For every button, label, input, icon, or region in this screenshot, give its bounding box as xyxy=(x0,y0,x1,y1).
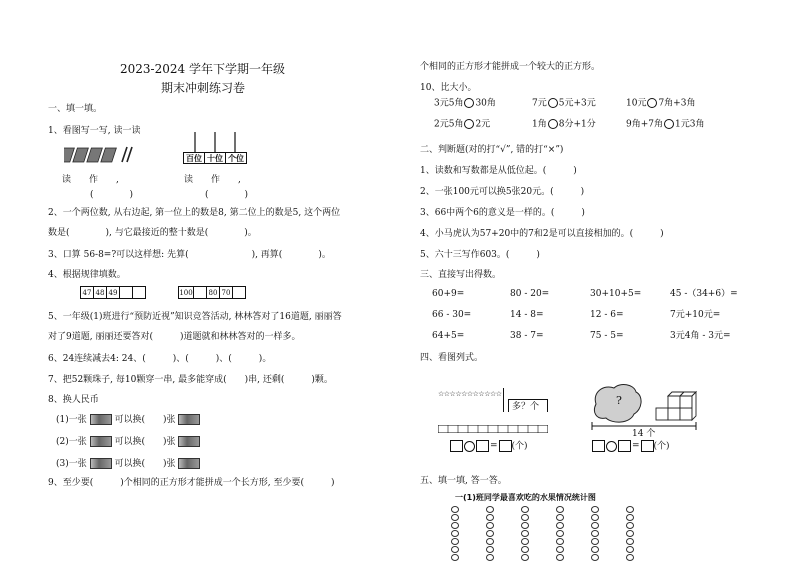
compare-circle[interactable] xyxy=(464,119,474,129)
pictograph-circle[interactable] xyxy=(451,522,459,529)
section-3-heading: 三、直接写出得数。 xyxy=(420,270,502,280)
question-3: 3、口算 56-8=?可以这样想: 先算( ), 再算( )。 xyxy=(48,250,331,260)
calc-item: 38 - 7= xyxy=(510,331,544,341)
exchange-prefix: (2)一张 xyxy=(56,437,87,447)
question-2-line-2: 数是( ), 与它最接近的整十数是( )。 xyxy=(48,228,257,238)
exchange-row-1 xyxy=(56,414,200,426)
calc-item: 7元+10元= xyxy=(670,310,721,320)
equation-template-2: = (个) xyxy=(592,440,670,453)
calc-item: 75 - 5= xyxy=(590,331,624,341)
pictograph-circle[interactable] xyxy=(486,538,494,545)
pictograph-circle[interactable] xyxy=(521,554,529,561)
compare-item xyxy=(532,119,596,131)
compare-right: 7角+3角 xyxy=(658,98,696,109)
pictograph-circle[interactable] xyxy=(591,554,599,561)
bag-and-cubes-image xyxy=(590,382,700,434)
pictograph-circle[interactable] xyxy=(521,538,529,545)
bag-question-mark: ? xyxy=(616,394,622,407)
compare-item xyxy=(532,98,596,110)
compare-right: 2元 xyxy=(475,119,491,130)
pictograph-circle[interactable] xyxy=(591,530,599,537)
stars-base xyxy=(438,418,548,426)
abacus-labels xyxy=(183,152,247,164)
counting-sticks-image xyxy=(64,143,136,169)
exchange-prefix: (3)一张 xyxy=(56,459,87,469)
compare-circle[interactable] xyxy=(664,119,674,129)
answer-blank-1[interactable]: ( ) xyxy=(90,190,134,200)
equation-box[interactable] xyxy=(618,440,631,452)
question-6: 6、24连续减去4: 24、( )、( )、( )。 xyxy=(48,354,272,364)
judge-4: 4、小马虎认为57+20中的7和2是可以直接相加的。( ) xyxy=(420,229,664,239)
sequence-cell: 49 xyxy=(106,286,120,299)
operator-circle[interactable] xyxy=(606,441,617,452)
pictograph-circle[interactable] xyxy=(556,522,564,529)
hundreds-label: 百位 xyxy=(184,153,205,163)
unit-label: (个) xyxy=(653,441,670,452)
pictograph-circle[interactable] xyxy=(486,530,494,537)
pictograph-circle[interactable] xyxy=(626,530,634,537)
pictograph-circle[interactable] xyxy=(451,514,459,521)
pictograph-circle[interactable] xyxy=(451,506,459,513)
compare-right: 1元3角 xyxy=(675,119,705,130)
pictograph-circle[interactable] xyxy=(521,522,529,529)
pictograph-circle[interactable] xyxy=(486,522,494,529)
banknote-image xyxy=(178,458,200,469)
pictograph-circle[interactable] xyxy=(521,530,529,537)
equation-box[interactable] xyxy=(592,440,605,452)
exchange-prefix: (1)一张 xyxy=(56,415,87,425)
stars-row: ☆☆☆☆☆☆☆☆☆☆☆ xyxy=(438,390,502,398)
calc-item: 45 -（34+6）= xyxy=(670,289,738,299)
compare-left: 7元 xyxy=(532,98,547,109)
divider-line xyxy=(503,388,504,412)
section-5-heading: 五、填一填, 答一答。 xyxy=(420,476,507,486)
compare-left: 10元 xyxy=(626,98,647,109)
exchange-text: 可以换( )张 xyxy=(114,415,176,425)
pictograph-circle[interactable] xyxy=(626,514,634,521)
pictograph-circle[interactable] xyxy=(521,546,529,553)
pictograph-circle[interactable] xyxy=(556,554,564,561)
exchange-row-2 xyxy=(56,436,200,448)
compare-circle[interactable] xyxy=(647,98,657,108)
pictograph-circle[interactable] xyxy=(591,514,599,521)
banknote-image xyxy=(90,436,112,447)
page-title: 2023-2024 学年下学期一年级 xyxy=(120,62,285,76)
unit-label: (个) xyxy=(511,441,528,452)
page-subtitle: 期末冲刺练习卷 xyxy=(161,81,246,95)
question-7: 7、把52颗珠子, 每10颗穿一串, 最多能穿成( )串, 还剩( )颗。 xyxy=(48,375,333,385)
equation-box[interactable] xyxy=(641,440,654,452)
tens-label: 十位 xyxy=(205,153,226,163)
sequence-cell: 100 xyxy=(178,286,194,299)
sequence-cell[interactable] xyxy=(119,286,133,299)
equation-box[interactable] xyxy=(476,440,489,452)
judge-1: 1、读数和写数都是从低位起。( ) xyxy=(420,166,577,176)
compare-left: 9角+7角 xyxy=(626,119,663,130)
sequence-cell: 70 xyxy=(219,286,233,299)
pictograph-circle[interactable] xyxy=(626,538,634,545)
compare-left: 2元5角 xyxy=(434,119,464,130)
calc-item: 64+5= xyxy=(432,331,465,341)
chart-title: 一(1)班同学最喜欢吃的水果情况统计图 xyxy=(455,493,596,502)
pictograph-circle[interactable] xyxy=(626,554,634,561)
judge-3: 3、66中两个6的意义是一样的。( ) xyxy=(420,208,585,218)
calc-item: 66 - 30= xyxy=(432,310,472,320)
question-4: 4、根据规律填数。 xyxy=(48,270,126,280)
equation-template-1: = (个) xyxy=(450,440,528,453)
question-10: 10、比大小。 xyxy=(420,83,477,93)
equation-box[interactable] xyxy=(450,440,463,452)
calc-item: 60+9= xyxy=(432,289,465,299)
compare-circle[interactable] xyxy=(548,119,558,129)
pictograph-circle[interactable] xyxy=(591,506,599,513)
sequence-cell: 47 xyxy=(80,286,94,299)
banknote-image xyxy=(90,458,112,469)
compare-item xyxy=(626,98,695,110)
exchange-row-3 xyxy=(56,458,200,470)
question-2-line-1: 2、一个两位数, 从右边起, 第一位上的数是8, 第二位上的数是5, 这个两位 xyxy=(48,208,341,218)
read-write-2: 读 作 , xyxy=(184,175,241,185)
pictograph-circle[interactable] xyxy=(486,554,494,561)
pictograph-circle[interactable] xyxy=(451,538,459,545)
pictograph-circle[interactable] xyxy=(591,546,599,553)
sequence-cell[interactable] xyxy=(132,286,146,299)
calc-item: 80 - 20= xyxy=(510,289,550,299)
compare-right: 30角 xyxy=(475,98,496,109)
calc-item: 3元4角 - 3元= xyxy=(670,331,731,341)
compare-right: 8分+1分 xyxy=(558,119,596,130)
question-1: 1、看图写一写, 读一读 xyxy=(48,126,141,136)
operator-circle[interactable] xyxy=(464,441,475,452)
sequence-cell: 48 xyxy=(93,286,107,299)
compare-item xyxy=(626,119,704,131)
sequence-cell[interactable] xyxy=(193,286,207,299)
pictograph-circle[interactable] xyxy=(486,506,494,513)
pictograph-circle[interactable] xyxy=(451,546,459,553)
pictograph-circle[interactable] xyxy=(556,538,564,545)
pictograph-circle[interactable] xyxy=(556,506,564,513)
banknote-image xyxy=(178,414,200,425)
read-write-1: 读 作 , xyxy=(62,175,119,185)
pictograph-circle[interactable] xyxy=(451,554,459,561)
banknote-image xyxy=(178,436,200,447)
number-sequence-1 xyxy=(80,286,145,305)
pictograph-circle[interactable] xyxy=(486,546,494,553)
pictograph-circle[interactable] xyxy=(626,546,634,553)
calc-item: 14 - 8= xyxy=(510,310,544,320)
pictograph-circle[interactable] xyxy=(451,530,459,537)
pictograph-circle[interactable] xyxy=(556,514,564,521)
pictograph-circle[interactable] xyxy=(556,546,564,553)
pictograph-circle[interactable] xyxy=(626,506,634,513)
total-label: 14 个 xyxy=(632,429,656,439)
number-sequence-2 xyxy=(178,286,245,305)
compare-circle[interactable] xyxy=(464,98,474,108)
judge-2: 2、一张100元可以换5张20元。( ) xyxy=(420,187,585,197)
compare-circle[interactable] xyxy=(548,98,558,108)
question-8: 8、换人民币 xyxy=(48,395,99,405)
stars-question: 多？个 xyxy=(512,402,540,412)
equation-box[interactable] xyxy=(499,440,512,452)
pictograph-circle[interactable] xyxy=(486,514,494,521)
exchange-text: 可以换( )张 xyxy=(114,459,176,469)
sequence-cell[interactable] xyxy=(232,286,246,299)
answer-blank-2[interactable]: ( ) xyxy=(205,190,249,200)
section-1-heading: 一、填一填。 xyxy=(48,104,103,114)
section-2-heading: 二、判断题(对的打“√”, 错的打“×”) xyxy=(420,145,564,155)
calc-item: 12 - 6= xyxy=(590,310,624,320)
banknote-image xyxy=(90,414,112,425)
pictograph-circle[interactable] xyxy=(556,530,564,537)
sequence-cell: 80 xyxy=(206,286,220,299)
compare-item xyxy=(434,98,496,110)
calc-item: 30+10+5= xyxy=(590,289,642,299)
exchange-text: 可以换( )张 xyxy=(114,437,176,447)
ones-label: 个位 xyxy=(228,153,244,163)
question-9-continued: 个相同的正方形才能拼成一个较大的正方形。 xyxy=(420,62,601,72)
compare-left: 1角 xyxy=(532,119,547,130)
section-4-heading: 四、看图列式。 xyxy=(420,353,484,363)
question-5-line-2: 对了9道题, 丽丽还要答对( )道题就和林林答对的一样多。 xyxy=(48,332,301,342)
question-5-line-1: 5、一年级(1)班进行“预防近视”知识竞答活动, 林林答对了16道题, 丽丽答 xyxy=(48,312,342,322)
pictograph-circle[interactable] xyxy=(521,506,529,513)
pictograph-circle[interactable] xyxy=(626,522,634,529)
pictograph-circle[interactable] xyxy=(591,522,599,529)
pictograph-circle[interactable] xyxy=(591,538,599,545)
compare-right: 5元+3元 xyxy=(558,98,596,109)
pictograph-circle[interactable] xyxy=(521,514,529,521)
compare-item xyxy=(434,119,490,131)
compare-left: 3元5角 xyxy=(434,98,464,109)
judge-5: 5、六十三写作603。( ) xyxy=(420,250,540,260)
question-9: 9、至少要( )个相同的正方形才能拼成一个长方形, 至少要( ) xyxy=(48,478,335,488)
